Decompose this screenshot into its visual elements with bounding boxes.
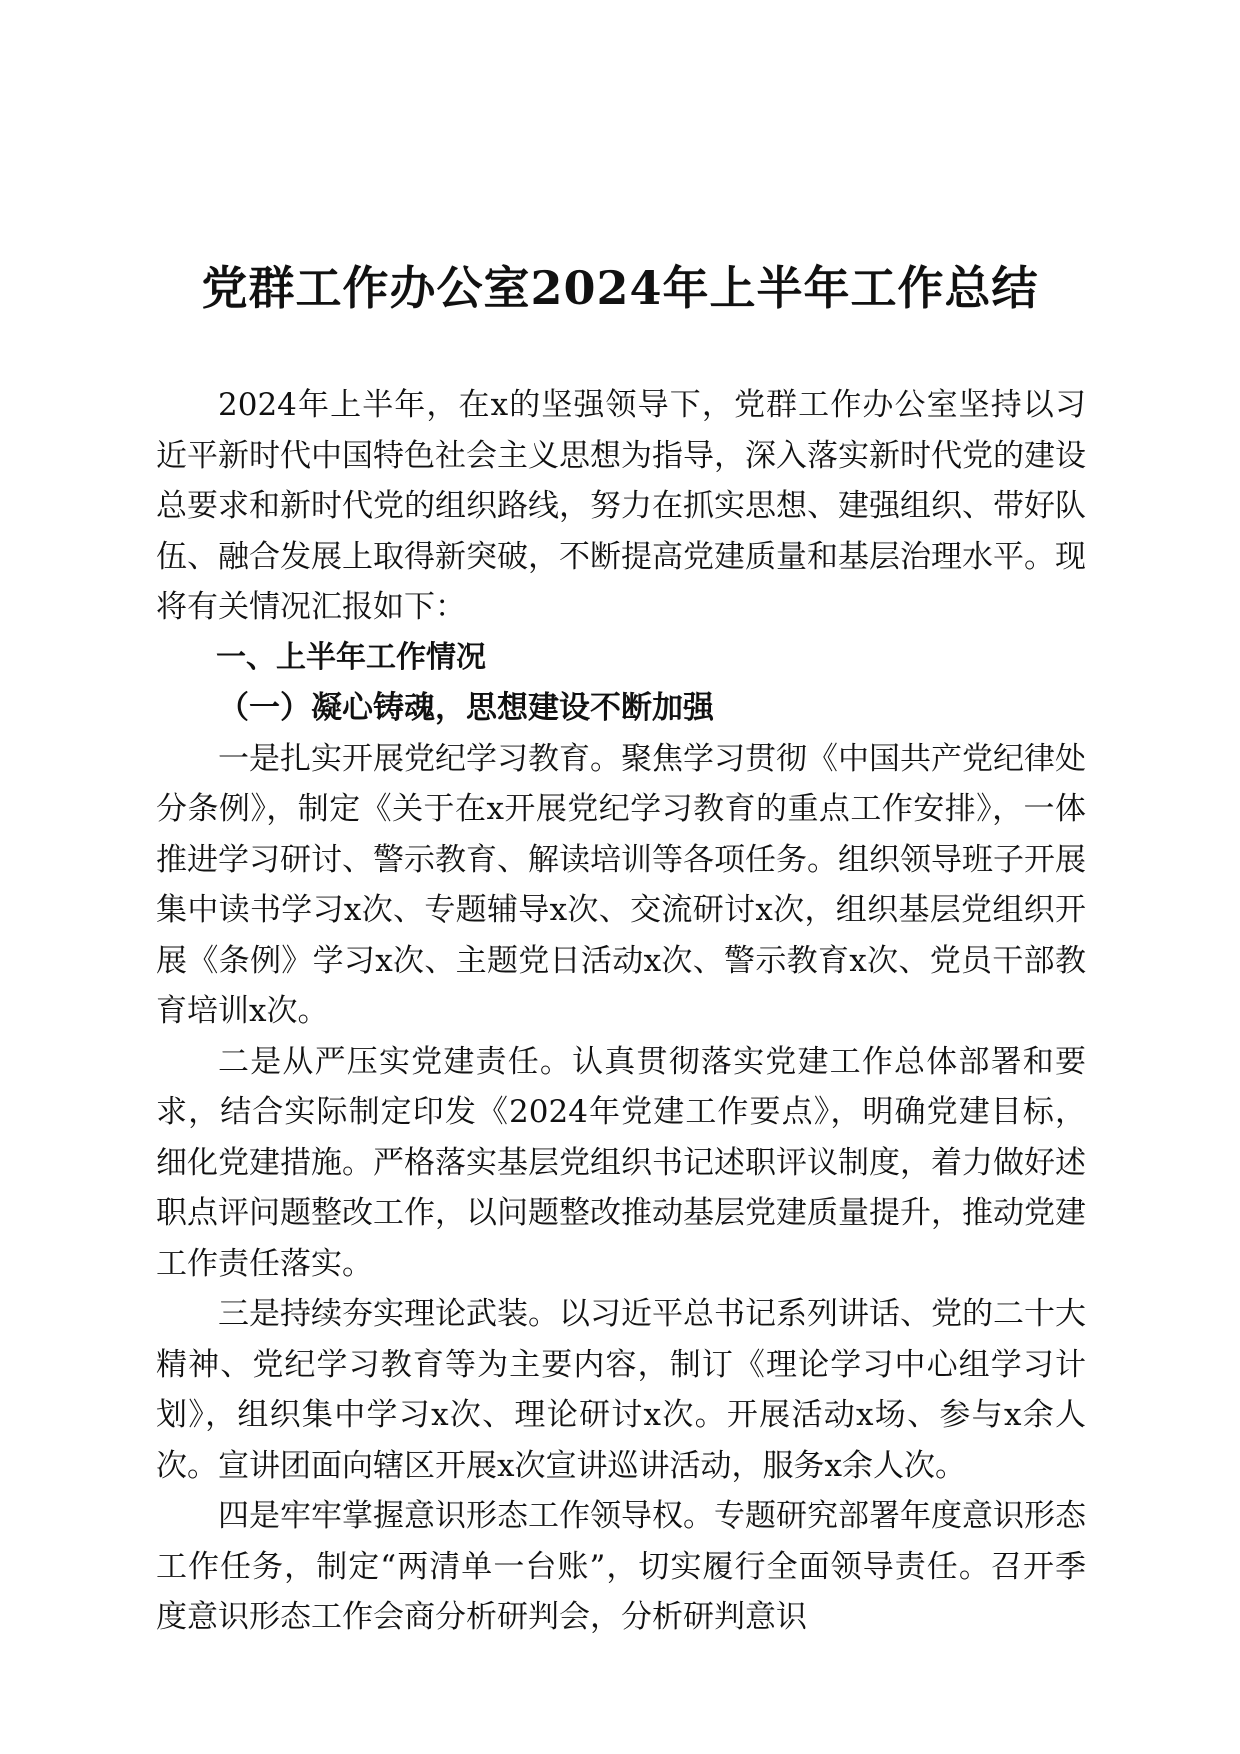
document-body — [156, 380, 1086, 1643]
body-paragraph: 一是扎实开展党纪学习教育。聚焦学习贯彻《中国共产党纪律处分条例》，制定《关于在x开展党纪学习教育的重点工作安排》，一体推进学习研讨、警示教育、解读培训等各项任务。组织领导班子开展集中读书学习x次、专题辅导x次、交流研讨x次，组织基层党组织开展《条例》学习x次、主题党日活动x次、警示教育x次、党员干部教育培训x次。 — [156, 740, 1086, 1029]
body-paragraph: 二是从严压实党建责任。认真贯彻落实党建工作总体部署和要求，结合实际制定印发《2024年党建工作要点》，明确党建目标，细化党建措施。严格落实基层党组织书记述职评议制度，着力做好述职点评问题整改工作，以问题整改推动基层党建质量提升，推动党建工作责任落实。 — [156, 1043, 1086, 1282]
body-paragraph: 三是持续夯实理论武装。以习近平总书记系列讲话、党的二十大精神、党纪学习教育等为主要内容，制订《理论学习中心组学习计划》，组织集中学习x次、理论研讨x次。开展活动x场、参与x余人次。宣讲团面向辖区开展x次宣讲巡讲活动，服务x余人次。 — [156, 1296, 1086, 1484]
document-title: 党群工作办公室2024年上半年工作总结 — [201, 261, 1039, 315]
section-heading: 一、上半年工作情况 — [216, 639, 486, 675]
subsection-heading: （一）凝心铸魂，思想建设不断加强 — [218, 690, 714, 726]
body-paragraph: 四是牢牢掌握意识形态工作领导权。专题研究部署年度意识形态工作任务，制定“两清单一台账”，切实履行全面领导责任。召开季度意识形态工作会商分析研判会，分析研判意识 — [156, 1498, 1086, 1635]
intro-paragraph: 2024年上半年，在x的坚强领导下，党群工作办公室坚持以习近平新时代中国特色社会主义思想为指导，深入落实新时代党的建设总要求和新时代党的组织路线，努力在抓实思想、建强组织、带好队伍、融合发展上取得新突破，不断提高党建质量和基层治理水平。现将有关情况汇报如下： — [156, 387, 1086, 625]
